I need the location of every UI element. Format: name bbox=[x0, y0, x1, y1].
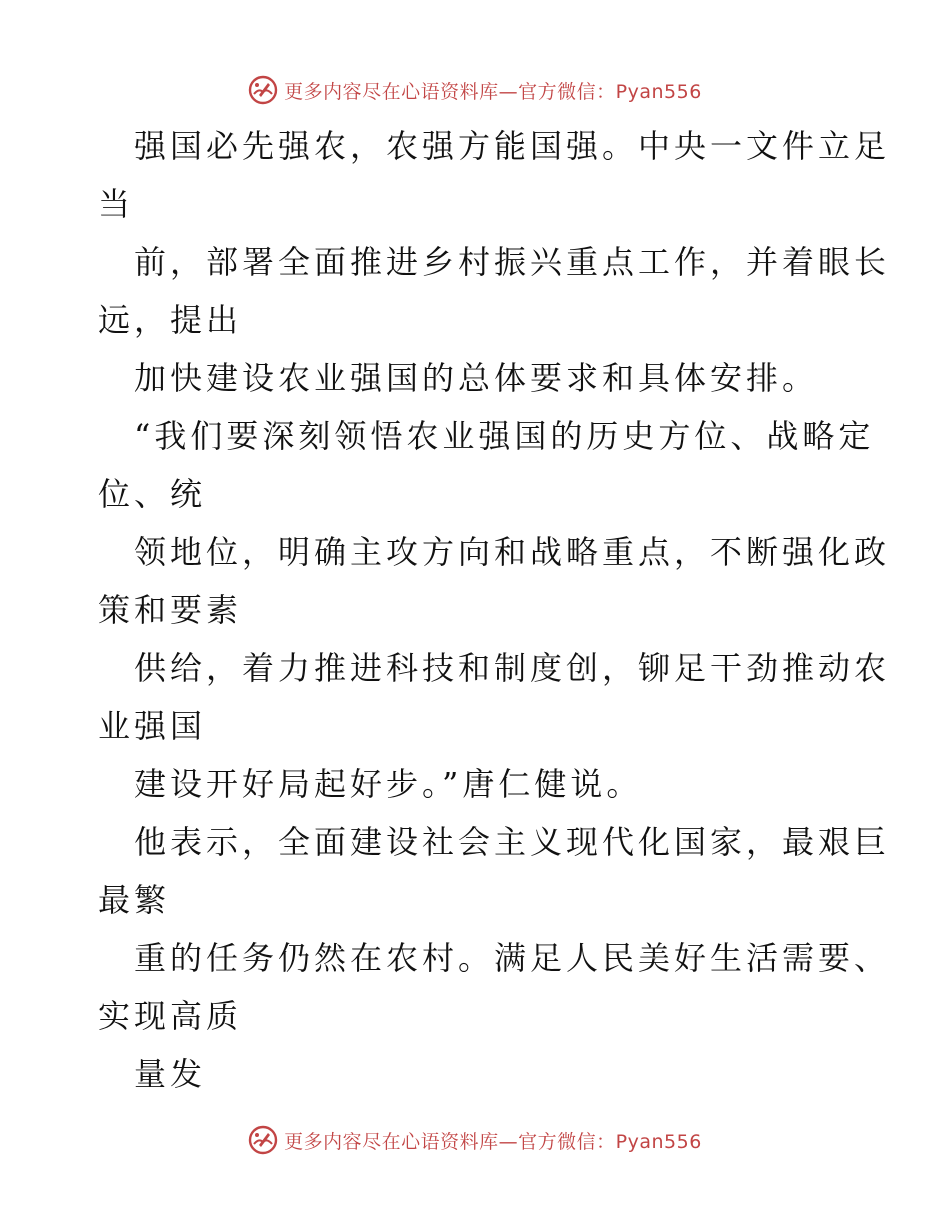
paragraph-line: 加快建设农业强国的总体要求和具体安排。 bbox=[134, 359, 819, 397]
paragraph-line: 当 bbox=[98, 185, 135, 223]
paragraph-line: 位、统 bbox=[98, 475, 207, 513]
paragraph-line: 领地位，明确主攻方向和战略重点，不断强化政 bbox=[134, 533, 891, 571]
paragraph-line: 实现高质 bbox=[98, 997, 243, 1035]
paragraph-line: 建设开好局起好步。”唐仁健说。 bbox=[134, 765, 643, 803]
paragraph-line: “我们要深刻领悟农业强国的历史方位、战略定 bbox=[134, 417, 875, 455]
paragraph-line: 远，提出 bbox=[98, 301, 243, 339]
book-pen-logo-icon bbox=[248, 75, 278, 105]
header-banner bbox=[0, 70, 950, 110]
paragraph-line: 业强国 bbox=[98, 707, 207, 745]
paragraph-line: 最繁 bbox=[98, 881, 171, 919]
paragraph-line: 量发 bbox=[134, 1055, 207, 1093]
book-pen-logo-icon bbox=[248, 1125, 278, 1155]
paragraph-line: 供给，着力推进科技和制度创，铆足干劲推动农 bbox=[134, 649, 891, 687]
paragraph-line: 策和要素 bbox=[98, 591, 243, 629]
paragraph-line: 他表示，全面建设社会主义现代化国家，最艰巨 bbox=[134, 823, 891, 861]
banner-text: 更多内容尽在心语资料库—官方微信：Pyan556 bbox=[284, 80, 702, 103]
paragraph-line: 重的任务仍然在农村。满足人民美好生活需要、 bbox=[134, 939, 891, 977]
paragraph-line: 前，部署全面推进乡村振兴重点工作，并着眼长 bbox=[134, 243, 891, 281]
footer-banner bbox=[0, 1120, 950, 1160]
paragraph-line: 强国必先强农，农强方能国强。中央一文件立足 bbox=[134, 127, 891, 165]
banner-text: 更多内容尽在心语资料库—官方微信：Pyan556 bbox=[284, 1130, 702, 1153]
